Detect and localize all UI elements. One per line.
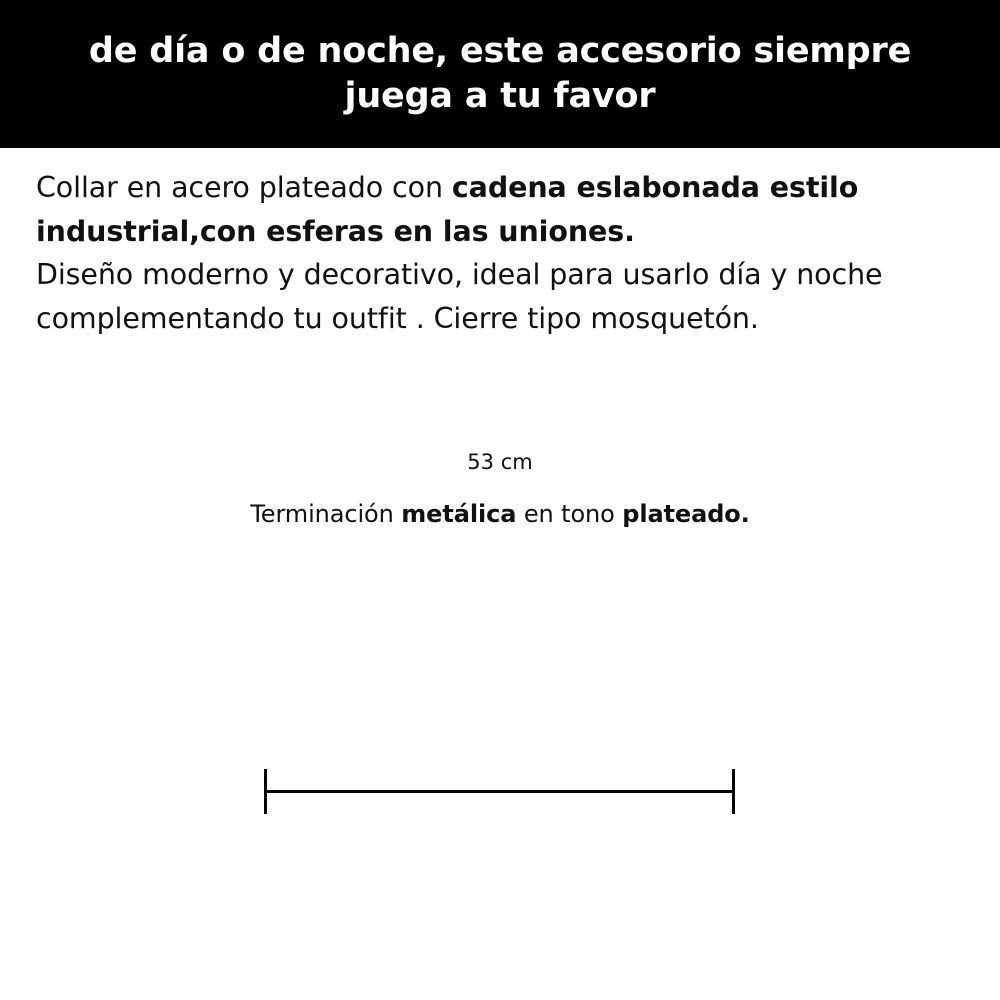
product-description (36, 166, 976, 340)
measurement-end-cap-left (264, 769, 267, 814)
finish-note-text-1: Terminación (250, 500, 402, 528)
description-text-bold: cadena eslabonada estilo industrial,con esferas en las uniones. (36, 171, 859, 248)
finish-note (0, 500, 1000, 528)
measurement-diagram (0, 382, 1000, 434)
description-paragraph-2: Diseño moderno y decorativo, ideal para usarlo día y noche complementando tu outfit . Cierre tipo mosquetón. (36, 258, 883, 335)
banner-title: de día o de noche, este accesorio siempre juega a tu favor (88, 31, 912, 116)
finish-note-text-2: en tono (516, 500, 623, 528)
measurement-line (264, 790, 735, 793)
measurement-label: 53 cm (467, 450, 533, 474)
finish-note-bold-2: plateado. (622, 500, 750, 528)
description-paragraph-1 (36, 166, 976, 253)
measurement-end-cap-right (732, 769, 735, 814)
header-banner (0, 0, 1000, 148)
description-text-plain: Collar en acero plateado con (36, 171, 452, 204)
finish-note-bold-1: metálica (401, 500, 517, 528)
